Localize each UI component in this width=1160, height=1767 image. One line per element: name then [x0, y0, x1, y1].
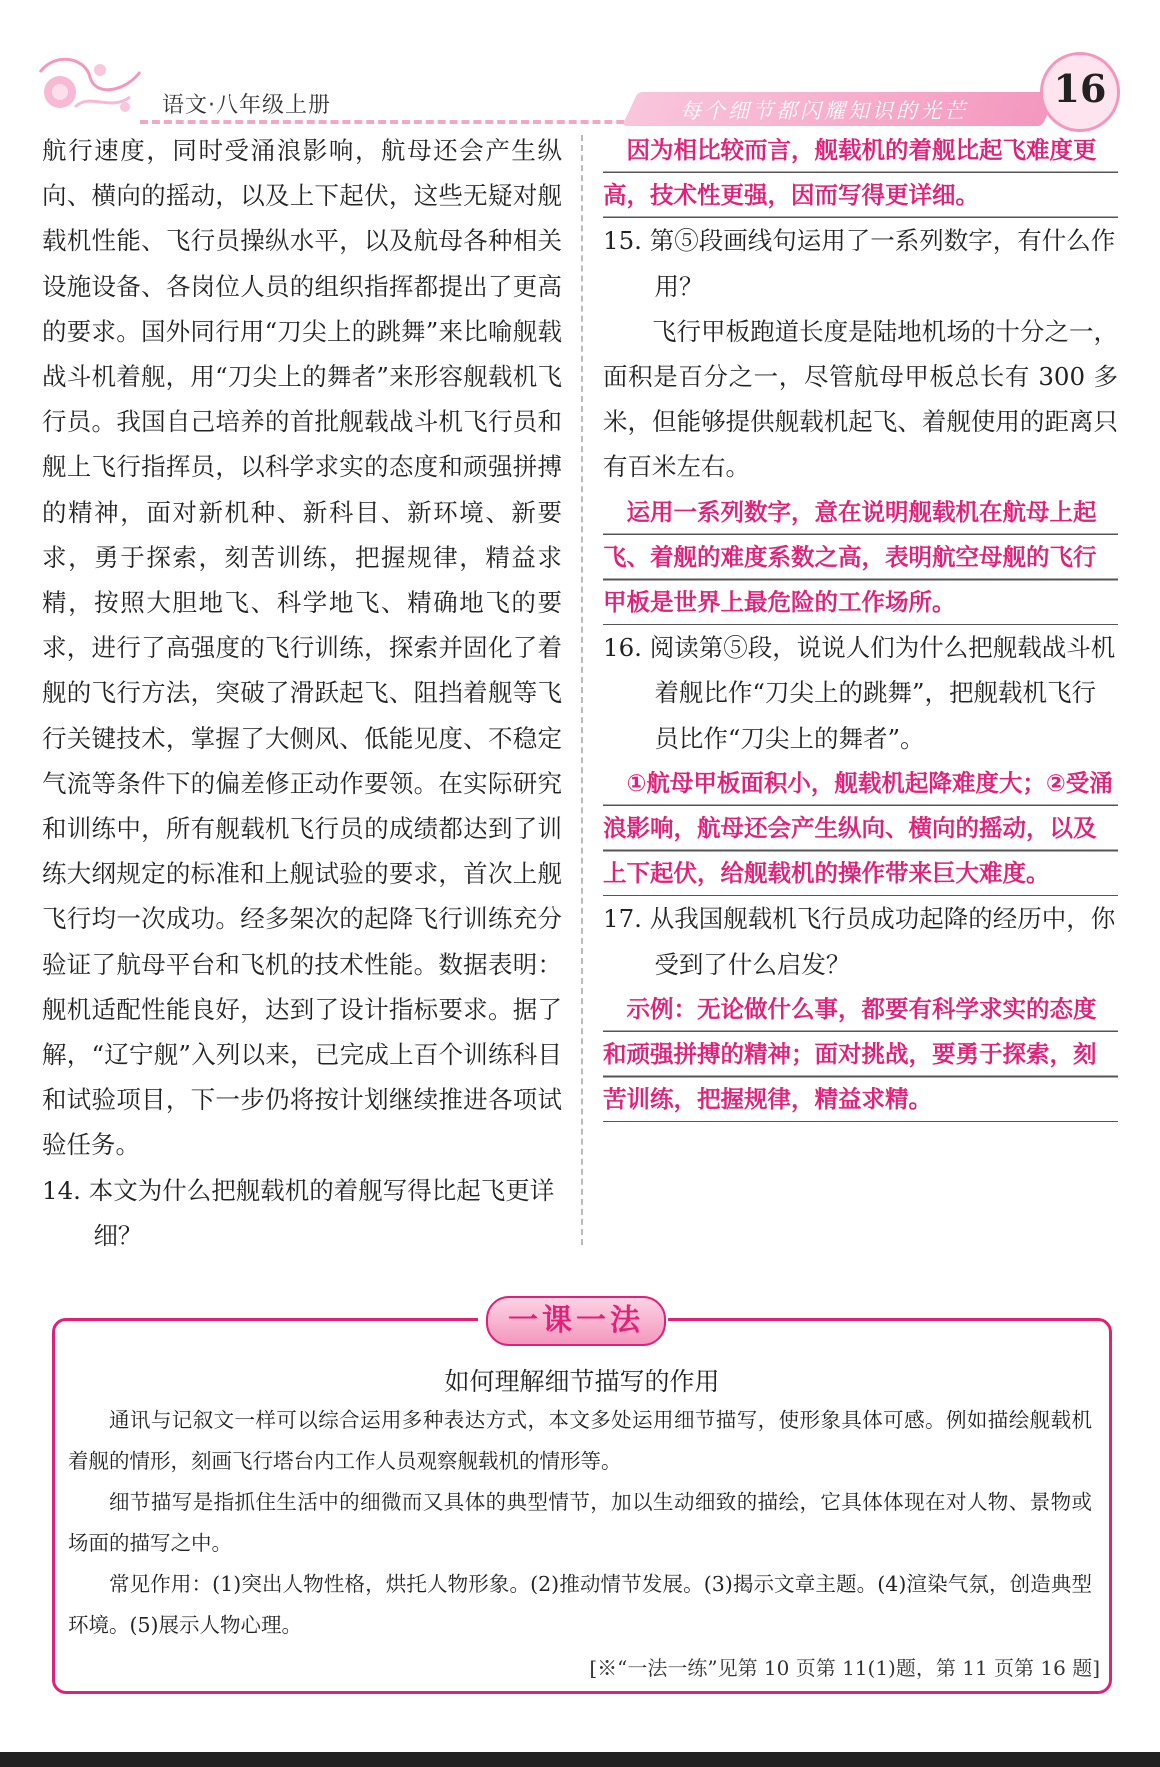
method-box-body [68, 1400, 1092, 1646]
subject-label: 语文·八年级上册 [162, 93, 331, 118]
column-divider [581, 135, 583, 1245]
header-dash-line [140, 120, 660, 124]
method-paragraph-1: 通讯与记叙文一样可以综合运用多种表达方式，本文多处运用细节描写，使形象具体可感。例如描绘舰载机着舰的情形，刻画飞行塔台内工作人员观察舰载机的情形等。 [68, 1408, 1092, 1473]
method-box-reference: [※“一法一练”见第 10 页第 11(1)题，第 11 页第 16 题] [589, 1656, 1100, 1680]
page-header [0, 0, 1160, 130]
question-16: 16. 阅读第⑤段，说说人们为什么把舰载战斗机着舰比作“刀尖上的跳舞”，把舰载机飞行员比作“刀尖上的舞者”。 [603, 633, 1116, 753]
method-paragraph-3: 常见作用：(1)突出人物性格，烘托人物形象。(2)推动情节发展。(3)揭示文章主题。(4)渲染气氛，创造典型环境。(5)展示人物心理。 [68, 1572, 1092, 1637]
answer-16: ①航母甲板面积小，舰载机起降难度大；②受涌浪影响，航母还会产生纵向、横向的摇动，以及上下起伏，给舰载机的操作带来巨大难度。 [603, 761, 1118, 897]
flower-ornament-icon [30, 52, 150, 122]
question-14: 14. 本文为什么把舰载机的着舰写得比起飞更详细？ [42, 1175, 555, 1250]
passage-text: 航行速度，同时受涌浪影响，航母还会产生纵向、横向的摇动，以及上下起伏，这些无疑对舰载机性能、飞行员操纵水平，以及航母各种相关设施设备、各岗位人员的组织指挥都提出了更高的要求。国外同行用“刀尖上的跳舞”来比喻舰载战斗机着舰，用“刀尖上的舞者”来形容舰载机飞行员。我国自己培养的首批舰载战斗机飞行员和舰上飞行指挥员，以科学求实的态度和顽强拼搏的精神，面对新机种、新科目、新环境、新要求，勇于探索，刻苦训练，把握规律，精益求精，按照大胆地飞、科学地飞、精确地飞的要求，进行了高强度的飞行训练，探索并固化了着舰的飞行方法，突破了滑跃起飞、阻挡着舰等飞行关键技术，掌握了大侧风、低能见度、不稳定气流等条件下的偏差修正动作要领。在实际研究和训练中，所有舰载机飞行员的成绩都达到了训练大纲规定的标准和上舰试验的要求，首次上舰飞行均一次成功。经多架次的起降飞行训练充分验证了航母平台和飞机的技术性能。数据表明：舰机适配性能良好，达到了设计指标要求。据了解，“辽宁舰”入列以来，已完成上百个训练科目和试验项目，下一步仍将按计划继续推进各项试验任务。 [42, 136, 562, 1160]
right-column [603, 128, 1118, 1122]
page-number: 16 [1053, 66, 1107, 111]
answer-14: 因为相比较而言，舰载机的着舰比起飞难度更高，技术性更强，因而写得更详细。 [603, 128, 1118, 218]
question-15: 15. 第⑤段画线句运用了一系列数字，有什么作用？ [603, 226, 1116, 301]
question-17: 17. 从我国舰载机飞行员成功起降的经历中，你受到了什么启发？ [603, 904, 1116, 979]
left-column [42, 128, 562, 1258]
bottom-bar [0, 1752, 1160, 1767]
method-paragraph-2: 细节描写是指抓住生活中的细微而又具体的典型情节，加以生动细致的描绘，它具体体现在对人物、景物或场面的描写之中。 [68, 1490, 1092, 1555]
method-box-title: 一课一法 [486, 1296, 666, 1346]
slogan: 每个细节都闪耀知识的光芒 [680, 99, 968, 123]
method-box-heading: 如何理解细节描写的作用 [444, 1367, 720, 1396]
answer-17: 示例：无论做什么事，都要有科学求实的态度和顽强拼搏的精神；面对挑战，要勇于探索，刻苦训练，把握规律，精益求精。 [603, 987, 1118, 1123]
answer-15: 运用一系列数字，意在说明舰载机在航母上起飞、着舰的难度系数之高，表明航空母舰的飞行甲板是世界上最危险的工作场所。 [603, 490, 1118, 626]
question-15-quote: 飞行甲板跑道长度是陆地机场的十分之一，面积是百分之一，尽管航母甲板总长有 300 多米，但能够提供舰载机起飞、着舰使用的距离只有百米左右。 [603, 316, 1118, 482]
